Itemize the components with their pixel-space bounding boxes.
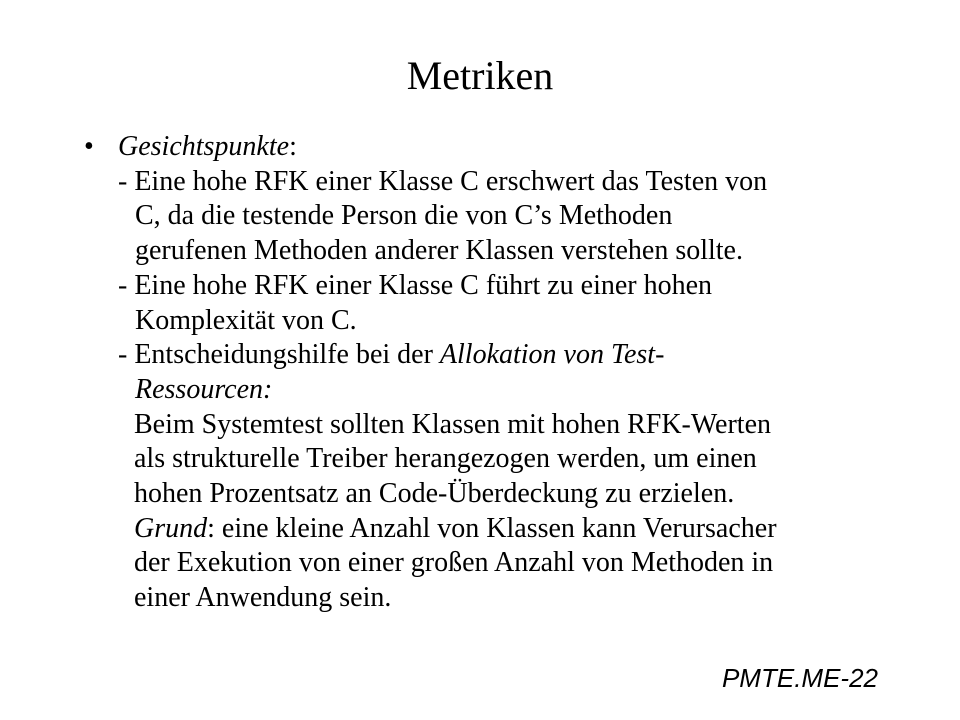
- slide-content: [118, 130, 918, 616]
- point3-line1: [118, 338, 918, 373]
- point3-body2: als strukturelle Treiber herangezogen werden, um einen: [134, 443, 757, 475]
- point3-italic-term: Allokation von Test-: [439, 339, 665, 371]
- point3-reason-line: [118, 512, 918, 547]
- point2-line1: - Eine hohe RFK einer Klasse C führt zu einer hohen: [118, 269, 713, 301]
- point3-line2: Ressourcen:: [135, 373, 273, 405]
- heading-label: Gesichtspunkte: [118, 131, 290, 162]
- point1-line2: C, da die testende Person die von C’s Methoden: [135, 200, 673, 232]
- point3-body1: Beim Systemtest sollten Klassen mit hohen RFK-Werten: [134, 408, 772, 440]
- point2-line2: Komplexität von C.: [135, 304, 357, 336]
- heading-line: [118, 130, 918, 165]
- point3-body3: hohen Prozentsatz an Code-Überdeckung zu erzielen.: [134, 478, 735, 510]
- reason-label: Grund: [134, 512, 208, 544]
- reason-text: : eine kleine Anzahl von Klassen kann Verursacher: [207, 512, 777, 544]
- point1-line3: gerufenen Methoden anderer Klassen verstehen sollte.: [135, 235, 743, 267]
- slide-footer: PMTE.ME-22: [721, 663, 878, 693]
- point3-body5: der Exekution von einer großen Anzahl von Methoden in: [134, 547, 774, 579]
- bullet-marker: •: [84, 131, 94, 162]
- point3-body6: einer Anwendung sein.: [134, 582, 392, 614]
- heading-colon: :: [289, 131, 297, 162]
- slide-title: Metriken: [406, 53, 554, 98]
- point1-line1: - Eine hohe RFK einer Klasse C erschwert das Testen von: [118, 165, 768, 197]
- point3-prefix: - Entscheidungshilfe bei der: [118, 339, 440, 371]
